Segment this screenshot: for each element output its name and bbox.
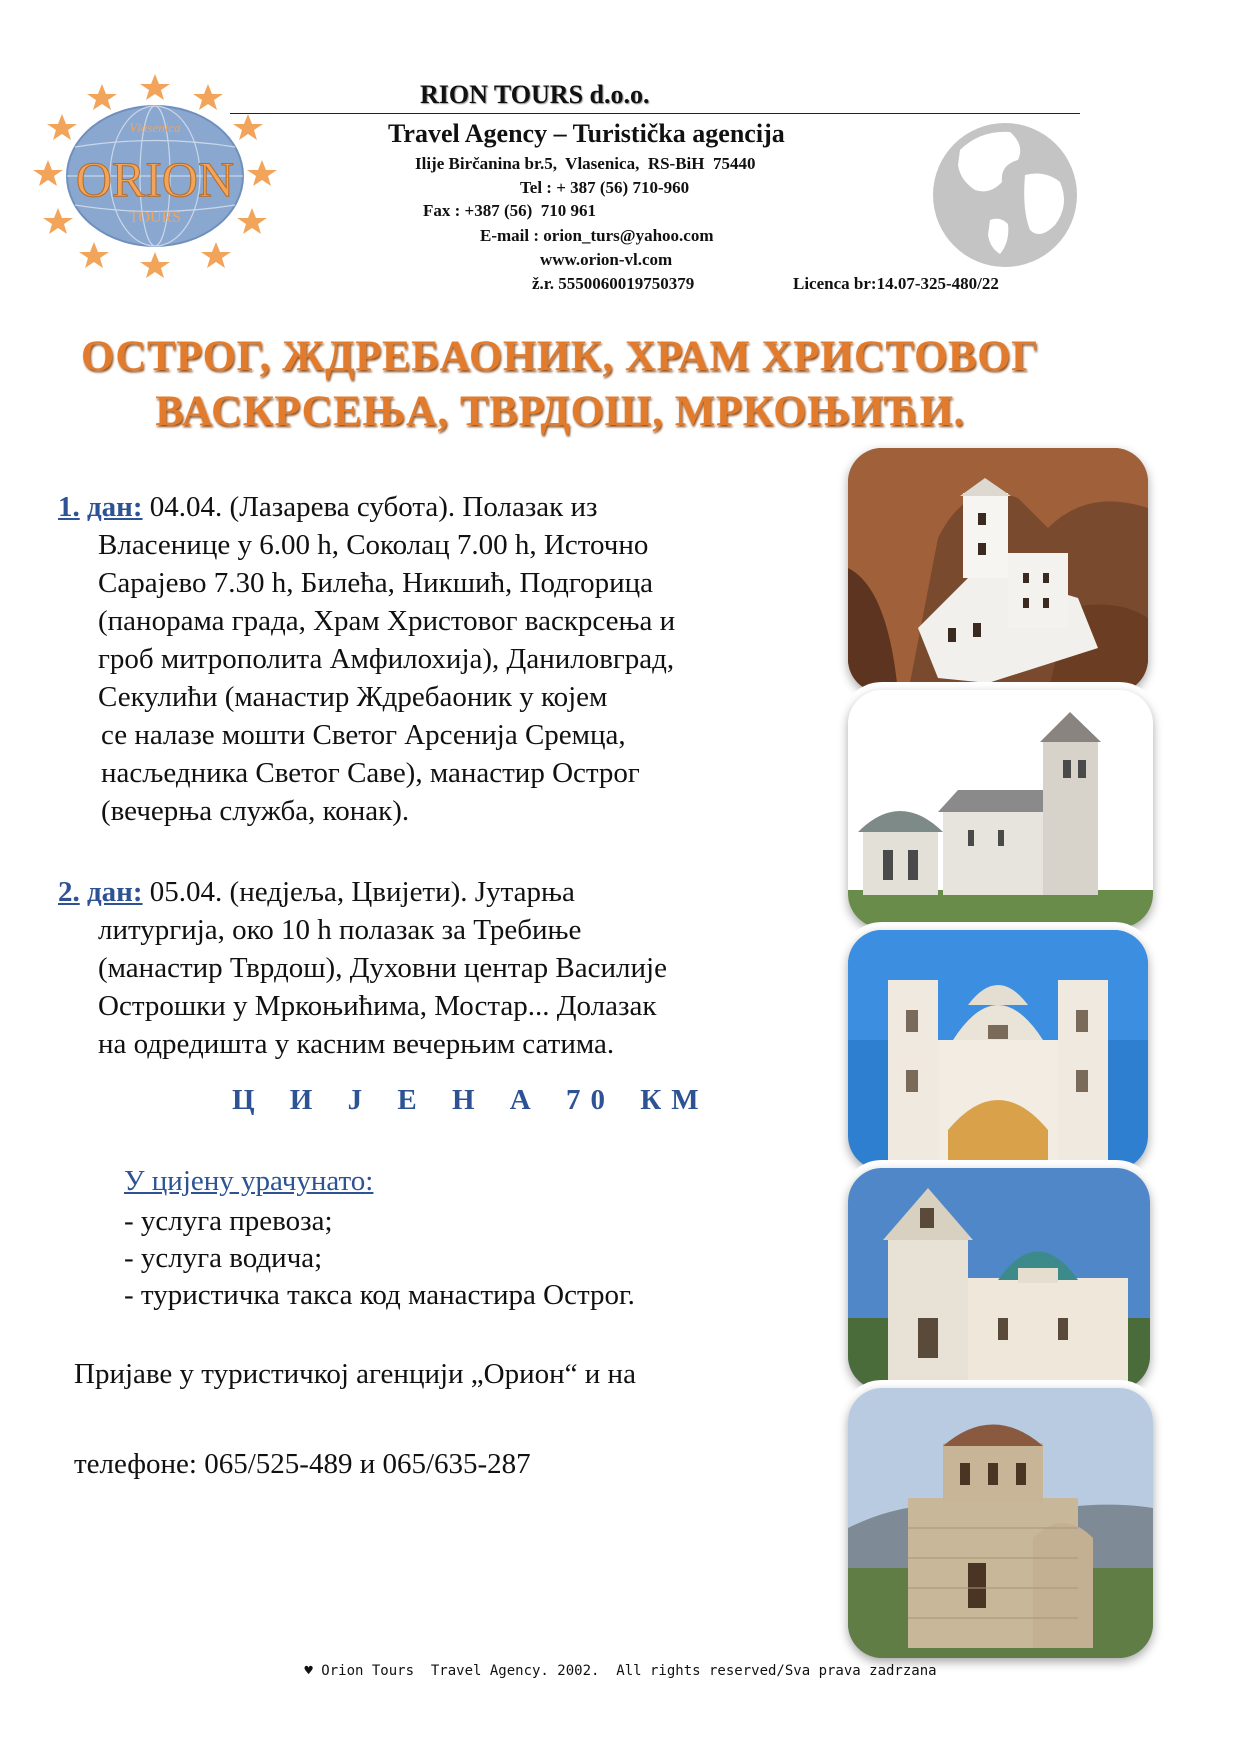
header-divider [230, 113, 1080, 114]
email: E-mail : orion_turs@yahoo.com [480, 226, 714, 245]
price: Ц И Ј Е Н А 70 КМ [232, 1084, 709, 1116]
globe-icon [930, 120, 1080, 270]
included-heading-text: У цијену урачунато [124, 1165, 366, 1197]
day1-number: 1. [58, 491, 80, 523]
day1-line: Власенице у 6.00 h, Соколац 7.00 h, Источно [98, 529, 649, 561]
tour-title-line1: ОСТРОГ, ЖДРЕБАОНИК, ХРАМ ХРИСТОВОГ [80, 333, 1040, 380]
photo-ostrog-monastery [848, 448, 1148, 693]
photo-tvrdos-monastery [848, 1168, 1150, 1390]
day1-line: се налазе мошти Светог Арсенија Сремца, [101, 719, 626, 751]
day1-line: гроб митрополита Амфилохија), Даниловград, [98, 643, 675, 675]
photo-mrkonjici-church [848, 1388, 1153, 1658]
bank-account: ž.r. 5550060019750379 [532, 274, 695, 293]
svg-text:TOURS: TOURS [128, 209, 182, 226]
day1-line: Сарајево 7.30 h, Билећа, Никшић, Подгорица [98, 567, 653, 599]
day1-label: дан: [87, 491, 143, 523]
day1-block [58, 488, 675, 830]
day1-first-line: 04.04. (Лазарева субота). Полазак из [142, 491, 598, 523]
agency-name: Travel Agency – Turistička agencija [388, 119, 785, 148]
list-item: - туристичка такса код манастира Острог. [124, 1279, 635, 1311]
day2-block [58, 873, 667, 1063]
svg-text:Vlasenica: Vlasenica [129, 120, 181, 135]
included-list [124, 1203, 635, 1314]
included-heading [124, 1165, 373, 1198]
list-item: - услуга водича; [124, 1242, 323, 1274]
day1-line: (панорама града, Храм Христовог васкрсења и [98, 605, 676, 637]
company-name: RION TOURS d.o.o. [420, 80, 650, 109]
day2-line: на одредишта у касним вечерњим сатима. [98, 1028, 615, 1060]
list-item: - услуга превоза; [124, 1205, 333, 1237]
day1-line: насљедника Светог Саве), манастир Острог [101, 757, 640, 789]
day2-label: дан: [87, 876, 143, 908]
registration-phones: телефоне: 065/525-489 и 065/635-287 [74, 1448, 531, 1480]
day2-line: Острошки у Мркоњићима, Мостар... Долазак [98, 990, 657, 1022]
logo-wordmark: ORION [75, 151, 235, 207]
day2-line: (манастир Тврдош), Духовни центар Василије [98, 952, 667, 984]
fax: Fax : +387 (56) 710 961 [423, 201, 597, 220]
licence-number: Licenca br:14.07-325-480/22 [793, 274, 999, 293]
photo-zdrebaonik-monastery [848, 690, 1153, 928]
registration-line1: Пријаве у туристичкој агенцији „Орион“ и на [74, 1358, 636, 1390]
day1-line: Секулићи (манастир Ждребаоник у којем [98, 681, 608, 713]
day2-number: 2. [58, 876, 80, 908]
orion-logo [30, 72, 280, 282]
photo-cathedral-resurrection [848, 930, 1148, 1170]
website: www.orion-vl.com [540, 250, 673, 269]
telephone: Tel : + 387 (56) 710-960 [520, 178, 690, 197]
address: Ilije Birčanina br.5, Vlasenica, RS-BiH 75440 [415, 154, 756, 173]
footer-copyright: ♥ Orion Tours Travel Agency. 2002. All rights reserved/Sva prava zadrzana [304, 1663, 937, 1679]
tour-title-line2: ВАСКРСЕЊА, ТВРДОШ, МРКОЊИЋИ. [155, 388, 965, 435]
day2-first-line: 05.04. (недјеља, Цвијети). Јутарња [142, 876, 575, 908]
day1-line: (вечерња служба, конак). [101, 795, 410, 827]
included-heading-colon: : [365, 1165, 374, 1197]
day2-line: литургија, око 10 h полазак за Требиње [98, 914, 582, 946]
